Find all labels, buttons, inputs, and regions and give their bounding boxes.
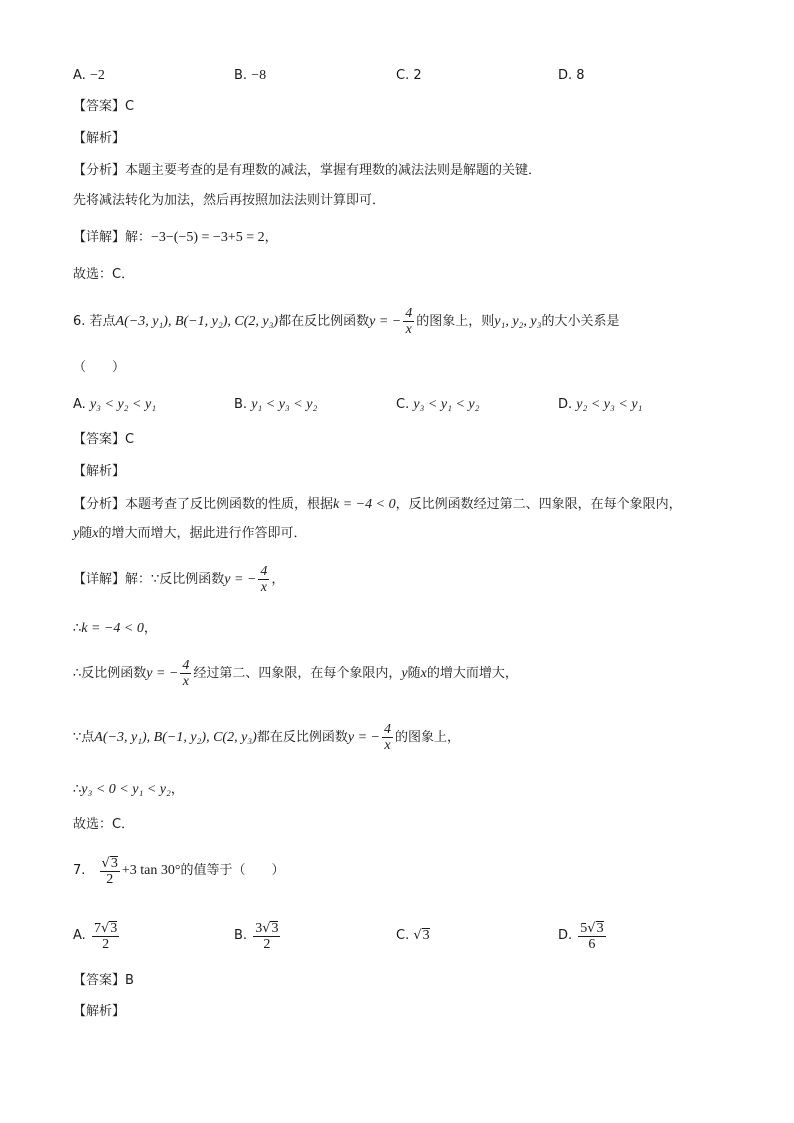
detail-math: −3−(−5) = −3+5 = 2 bbox=[151, 230, 265, 245]
q6-option-a bbox=[73, 395, 156, 415]
option-label: D. bbox=[558, 928, 577, 943]
therefore-symbol: ∴ bbox=[73, 782, 82, 797]
detail-punct: ， bbox=[170, 782, 184, 797]
stem-text: 的值等于（ ） bbox=[180, 863, 285, 878]
option-label: B. bbox=[234, 928, 252, 943]
option-value: y₃ < y₂ < y₁ bbox=[89, 397, 157, 412]
detail-text: 的图象上， bbox=[394, 730, 460, 745]
detail-text: 经过第二、四象限，在每个象限内， bbox=[193, 666, 402, 681]
q6-detail-line-2 bbox=[73, 619, 157, 639]
q6-paren: （ ） bbox=[73, 360, 126, 375]
detail-text: 随 bbox=[407, 666, 421, 681]
q6-detail-line-4 bbox=[73, 720, 460, 756]
q6-answer: 【答案】C bbox=[73, 432, 135, 447]
q5-detail bbox=[73, 228, 278, 248]
fraction bbox=[92, 920, 119, 952]
detail-text: ∵点 bbox=[73, 730, 95, 745]
q5-option-c: C. 2 bbox=[396, 68, 422, 83]
coefficient: 7 bbox=[93, 920, 101, 936]
coefficient: 5 bbox=[580, 920, 588, 936]
stem-text: 都在反比例函数 bbox=[278, 314, 370, 329]
option-value: y₃ < y₁ < y₂ bbox=[413, 397, 480, 412]
q6-detail-line-5 bbox=[73, 780, 184, 800]
detail-text: 都在反比例函数 bbox=[256, 730, 348, 745]
function-lhs: y = − bbox=[224, 572, 257, 587]
analysis-math: k = −4 < 0 bbox=[333, 497, 396, 512]
question-number: 7. bbox=[73, 863, 86, 878]
var-y: y bbox=[73, 526, 80, 541]
q6-stem bbox=[73, 304, 620, 340]
fraction bbox=[253, 920, 280, 952]
expression: +3 tan 30° bbox=[121, 863, 181, 878]
q7-option-c bbox=[396, 916, 430, 956]
function-lhs: y = − bbox=[347, 730, 380, 745]
q7-option-a bbox=[73, 916, 121, 956]
fraction-denominator: 2 bbox=[102, 936, 110, 952]
option-value: −2 bbox=[89, 68, 105, 83]
q7-answer: 【答案】B bbox=[73, 973, 134, 988]
q6-analysis-line-1 bbox=[73, 495, 682, 515]
analysis-text: ，反比例函数经过第二、四象限，在每个象限内， bbox=[395, 497, 682, 512]
var-y: y bbox=[401, 666, 408, 681]
analysis-text: 随 bbox=[79, 526, 93, 541]
fraction-denominator: x bbox=[384, 738, 391, 753]
q7-stem bbox=[73, 851, 284, 891]
q6-option-d bbox=[558, 395, 642, 415]
fraction-denominator: x bbox=[260, 580, 267, 595]
fraction bbox=[403, 306, 414, 337]
q7-analysis-heading: 【解析】 bbox=[73, 1004, 126, 1019]
q6-option-c bbox=[396, 395, 479, 415]
coefficient: 3 bbox=[255, 920, 263, 936]
detail-math: y₃ < 0 < y₁ < y₂ bbox=[81, 782, 171, 797]
option-label: B. bbox=[234, 68, 252, 83]
q5-analysis-line-1: 【分析】本题主要考查的是有理数的减法，掌握有理数的减法法则是解题的关键． bbox=[73, 163, 542, 178]
q7-option-d bbox=[558, 916, 608, 956]
detail-math: k = −4 < 0 bbox=[81, 621, 144, 636]
fraction-denominator: 2 bbox=[263, 936, 271, 952]
detail-text: 【详解】解：∵反比例函数 bbox=[73, 572, 225, 587]
option-value: y₂ < y₃ < y₁ bbox=[576, 397, 643, 412]
fraction-numerator: 4 bbox=[182, 658, 190, 673]
function-lhs: y = − bbox=[369, 314, 402, 329]
stem-text: 的图象上，则 bbox=[416, 314, 495, 329]
fraction-denominator: 6 bbox=[588, 936, 596, 952]
q6-analysis-line-2 bbox=[73, 524, 306, 544]
stem-vars: y₁, y₂, y₃ bbox=[494, 314, 542, 329]
var-x: x bbox=[92, 526, 99, 541]
detail-punct: ， bbox=[264, 230, 278, 245]
fraction-denominator: 2 bbox=[106, 871, 114, 887]
radicand: 3 bbox=[110, 855, 118, 871]
sqrt-icon: √ bbox=[413, 928, 422, 943]
sqrt-icon: √ bbox=[587, 920, 596, 936]
option-label: A. bbox=[73, 928, 90, 943]
q6-option-b bbox=[234, 395, 317, 415]
radicand: 3 bbox=[271, 920, 279, 936]
q5-answer: 【答案】C bbox=[73, 99, 135, 114]
fraction bbox=[578, 920, 605, 952]
stem-text: 的大小关系是 bbox=[541, 314, 620, 329]
fraction-numerator bbox=[100, 855, 120, 872]
fraction-numerator: 4 bbox=[405, 306, 413, 321]
fraction-numerator bbox=[578, 920, 605, 937]
stem-points: A(−3, y₁), B(−1, y₂), C(2, y₃) bbox=[115, 314, 279, 329]
q6-analysis-heading: 【解析】 bbox=[73, 464, 126, 479]
q6-detail-line-3 bbox=[73, 656, 518, 692]
fraction-denominator: x bbox=[405, 322, 412, 337]
q5-choose: 故选：C． bbox=[73, 267, 135, 282]
sqrt-icon: √ bbox=[262, 920, 271, 936]
q5-option-b bbox=[234, 66, 266, 86]
radicand: 3 bbox=[596, 920, 604, 936]
option-label: D. bbox=[558, 397, 577, 412]
q5-option-a bbox=[73, 66, 105, 86]
fraction-numerator: 4 bbox=[260, 564, 268, 579]
sqrt-icon: √ bbox=[100, 920, 110, 936]
detail-points: A(−3, y₁), B(−1, y₂), C(2, y₃) bbox=[94, 730, 257, 745]
therefore-symbol: ∴ bbox=[73, 621, 82, 636]
analysis-text: 【分析】本题考查了反比例函数的性质，根据 bbox=[73, 497, 334, 512]
fraction bbox=[382, 722, 393, 753]
function-lhs: y = − bbox=[146, 666, 179, 681]
detail-text: 的增大而增大， bbox=[426, 666, 518, 681]
fraction-denominator: x bbox=[182, 674, 189, 689]
stem-text: 6. 若点 bbox=[73, 314, 116, 329]
option-label: C. bbox=[396, 397, 414, 412]
detail-punct: ， bbox=[143, 621, 157, 636]
var-x: x bbox=[420, 666, 427, 681]
radicand: 3 bbox=[422, 928, 430, 943]
fraction bbox=[180, 658, 191, 689]
option-label: C. bbox=[396, 928, 414, 943]
detail-label: 【详解】解： bbox=[73, 230, 152, 245]
option-label: B. bbox=[234, 397, 252, 412]
analysis-text: 的增大而增大，据此进行作答即可． bbox=[98, 526, 307, 541]
fraction bbox=[258, 564, 269, 595]
fraction bbox=[100, 855, 120, 887]
option-value: −8 bbox=[251, 68, 267, 83]
option-label: A. bbox=[73, 397, 90, 412]
q5-analysis-line-2: 先将减法转化为加法，然后再按照加法法则计算即可． bbox=[73, 193, 386, 208]
q5-option-d: D. 8 bbox=[558, 68, 585, 83]
q5-analysis-heading: 【解析】 bbox=[73, 131, 126, 146]
detail-text: ∴反比例函数 bbox=[73, 666, 147, 681]
option-value: y₁ < y₃ < y₂ bbox=[251, 397, 318, 412]
fraction-numerator bbox=[92, 920, 119, 937]
sqrt-icon: √ bbox=[101, 855, 110, 871]
option-label: A. bbox=[73, 68, 90, 83]
fraction-numerator bbox=[253, 920, 280, 937]
q7-option-b bbox=[234, 916, 282, 956]
q6-detail-line-1 bbox=[73, 562, 284, 598]
detail-punct: ， bbox=[271, 572, 285, 587]
fraction-numerator: 4 bbox=[383, 722, 391, 737]
q6-choose: 故选：C． bbox=[73, 817, 135, 832]
radicand: 3 bbox=[110, 920, 118, 936]
